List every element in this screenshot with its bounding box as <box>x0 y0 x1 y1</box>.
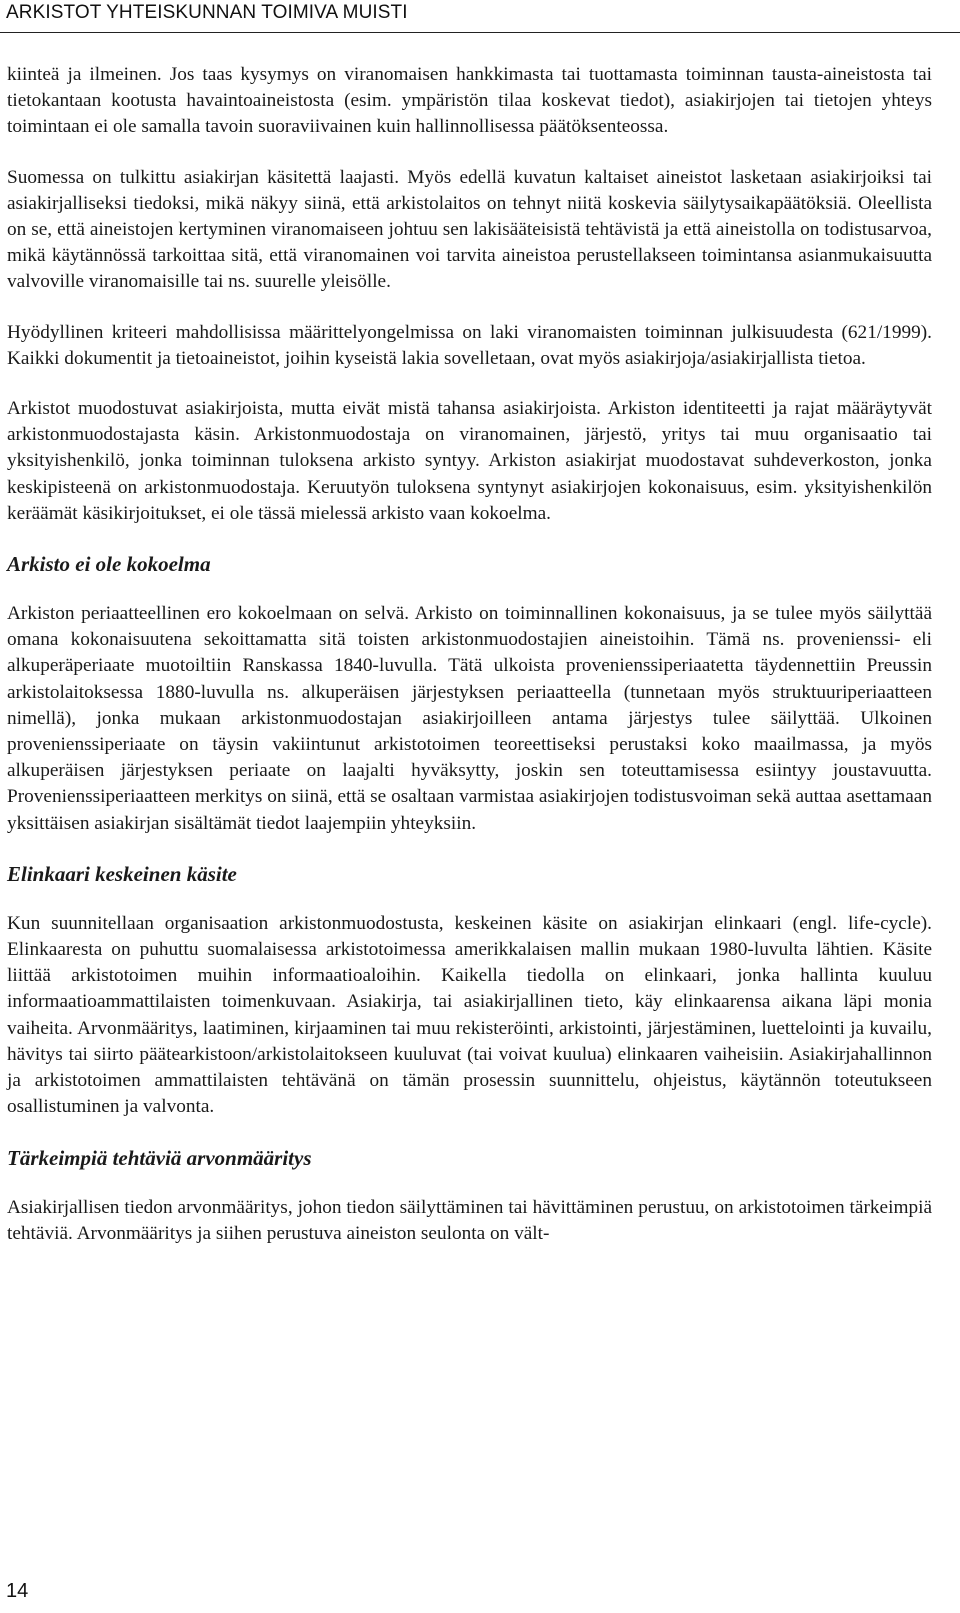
body-paragraph: Suomessa on tulkittu asiakirjan käsitettä laajasti. Myös edellä kuvatun kaltaiset aineistot lasketaan asiakirjoiksi tai asiakirjalliseksi tiedoksi, mikä näkyy siinä, että arkistolaitos on tehnyt niitä koskevia säilytysaikapäätöksiä. Oleellista on se, että aineistojen kertyminen viranomaiseen johtuu sen lakisääteisistä tehtävistä ja että aineistolla on todistusarvoa, mikä käytännössä tarkoittaa sitä, että viranomainen voi tarvita aineistoa perustellakseen toimintansa asianmukaisuutta valvoville viranomaisille tai ns. suurelle yleisölle. <box>7 166 932 293</box>
page-body <box>7 62 932 1271</box>
section-paragraph: Kun suunnitellaan organisaation arkistonmuodostusta, keskeinen käsite on asiakirjan elinkaari (engl. life-cycle). Elinkaaresta on puhuttu suomalaisessa arkistotoimessa amerikkalaisen mallin mukaan 1980-luvulta lähtien. Käsite liittää arkistotoimen muihin informaatioaloihin. Kaikella tiedolla on elinkaari, jonka hallinta kuuluu informaatioammattilaisten toimenkuvaan. Asiakirja, tai asiakirjallinen tieto, käy elinkaarensa aikana läpi monia vaiheita. Arvonmääritys, laatiminen, kirjaaminen tai muu rekisteröinti, arkistointi, järjestäminen, luettelointi ja kuvailu, hävitys tai siirto päätearkistoon/arkistolaitokseen kuuluvat (tai voivat kuulua) elinkaaren vaiheisiin. Asiakirjahallinnon ja arkistotoimen ammattilaisten tehtävänä on tämän prosessin suunnittelu, ohjeistus, käytännön toteutukseen osallistuminen ja valvonta. <box>7 912 932 1118</box>
section-heading: Tärkeimpiä tehtäviä arvonmääritys <box>7 1145 312 1170</box>
section-paragraph: Arkiston periaatteellinen ero kokoelmaan on selvä. Arkisto on toiminnallinen kokonaisuus, ja se tulee myös säilyttää omana kokonaisuutena sekoittamatta sitä toisten arkistonmuodostajien aineistoihin. Tämä ns. provenienssi- eli alkuperäperiaate muotoiltiin Ranskassa 1840-luvulla. Tätä ulkoista provenienssiperiaatetta täydennettiin Preussin arkistolaitoksessa 1880-luvulla ns. alkuperäisen järjestyksen periaatteella (tunnetaan myös struktuuriperiaatteen nimellä), jonka mukaan arkistonmuodostajan asiakirjoilleen antama järjestys tulee säilyttää. Ulkoinen provenienssiperiaate on täysin vakiintunut arkistotoimen teoreettiseksi perustaksi koko maailmassa, ja myös alkuperäisen järjestyksen periaate on laajalti hyväksytty, joskin sen toteuttamisessa esiintyy joustavuutta. Provenienssiperiaatteen merkitys on siinä, että se osaltaan varmistaa asiakirjojen todistusvoiman sekä auttaa asettamaan yksittäisen asiakirjan sisältämät tiedot laajempiin yhteyksiin. <box>7 603 932 834</box>
section-heading: Elinkaari keskeinen käsite <box>7 861 237 886</box>
header-rule <box>0 32 960 33</box>
section-paragraph: Asiakirjallisen tiedon arvonmääritys, johon tiedon säilyttäminen tai hävittäminen perustuu, on arkistotoimen tärkeimpiä tehtäviä. Arvonmääritys ja siihen perustuva aineiston seulonta on vält- <box>7 1196 932 1244</box>
body-paragraph: Hyödyllinen kriteeri mahdollisissa määrittelyongelmissa on laki viranomaisten toiminnan julkisuudesta (621/1999). Kaikki dokumentit ja tietoaineistot, joihin kyseistä lakia sovelletaan, ovat myös asiakirjoja/asiakirjallista tietoa. <box>7 321 932 369</box>
body-paragraph: Arkistot muodostuvat asiakirjoista, mutta eivät mistä tahansa asiakirjoista. Arkiston identiteetti ja rajat määräytyvät arkistonmuodostajasta käsin. Arkistonmuodostaja on viranomainen, järjestö, yritys tai muu organisaatio tai yksityishenkilö, jonka toiminnan tuloksena arkisto syntyy. Arkiston asiakirjat muodostavat suhdeverkoston, jonka keskipisteenä on arkistonmuodostaja. Keruutyön tuloksena syntynyt asiakirjojen kokonaisuus, esim. yksityishenkilön keräämät käsikirjoitukset, ei ole tässä mielessä arkisto vaan kokoelma. <box>7 398 932 524</box>
running-header <box>0 0 960 30</box>
running-header-title: ARKISTOT YHTEISKUNNAN TOIMIVA MUISTI <box>6 2 408 23</box>
page-number: 14 <box>6 1580 29 1602</box>
body-paragraph: kiinteä ja ilmeinen. Jos taas kysymys on viranomaisen hankkimasta tai tuottamasta toiminnan tausta-aineistosta tai tietokantaan kootusta havaintoaineistosta (esim. ympäristön tilaa koskevat tiedot), asiakirjojen tai tietojen yhteys toimintaan ei ole samalla tavoin suoraviivainen kuin hallinnollisessa päätöksenteossa. <box>7 64 932 138</box>
section-heading: Arkisto ei ole kokoelma <box>7 552 211 577</box>
